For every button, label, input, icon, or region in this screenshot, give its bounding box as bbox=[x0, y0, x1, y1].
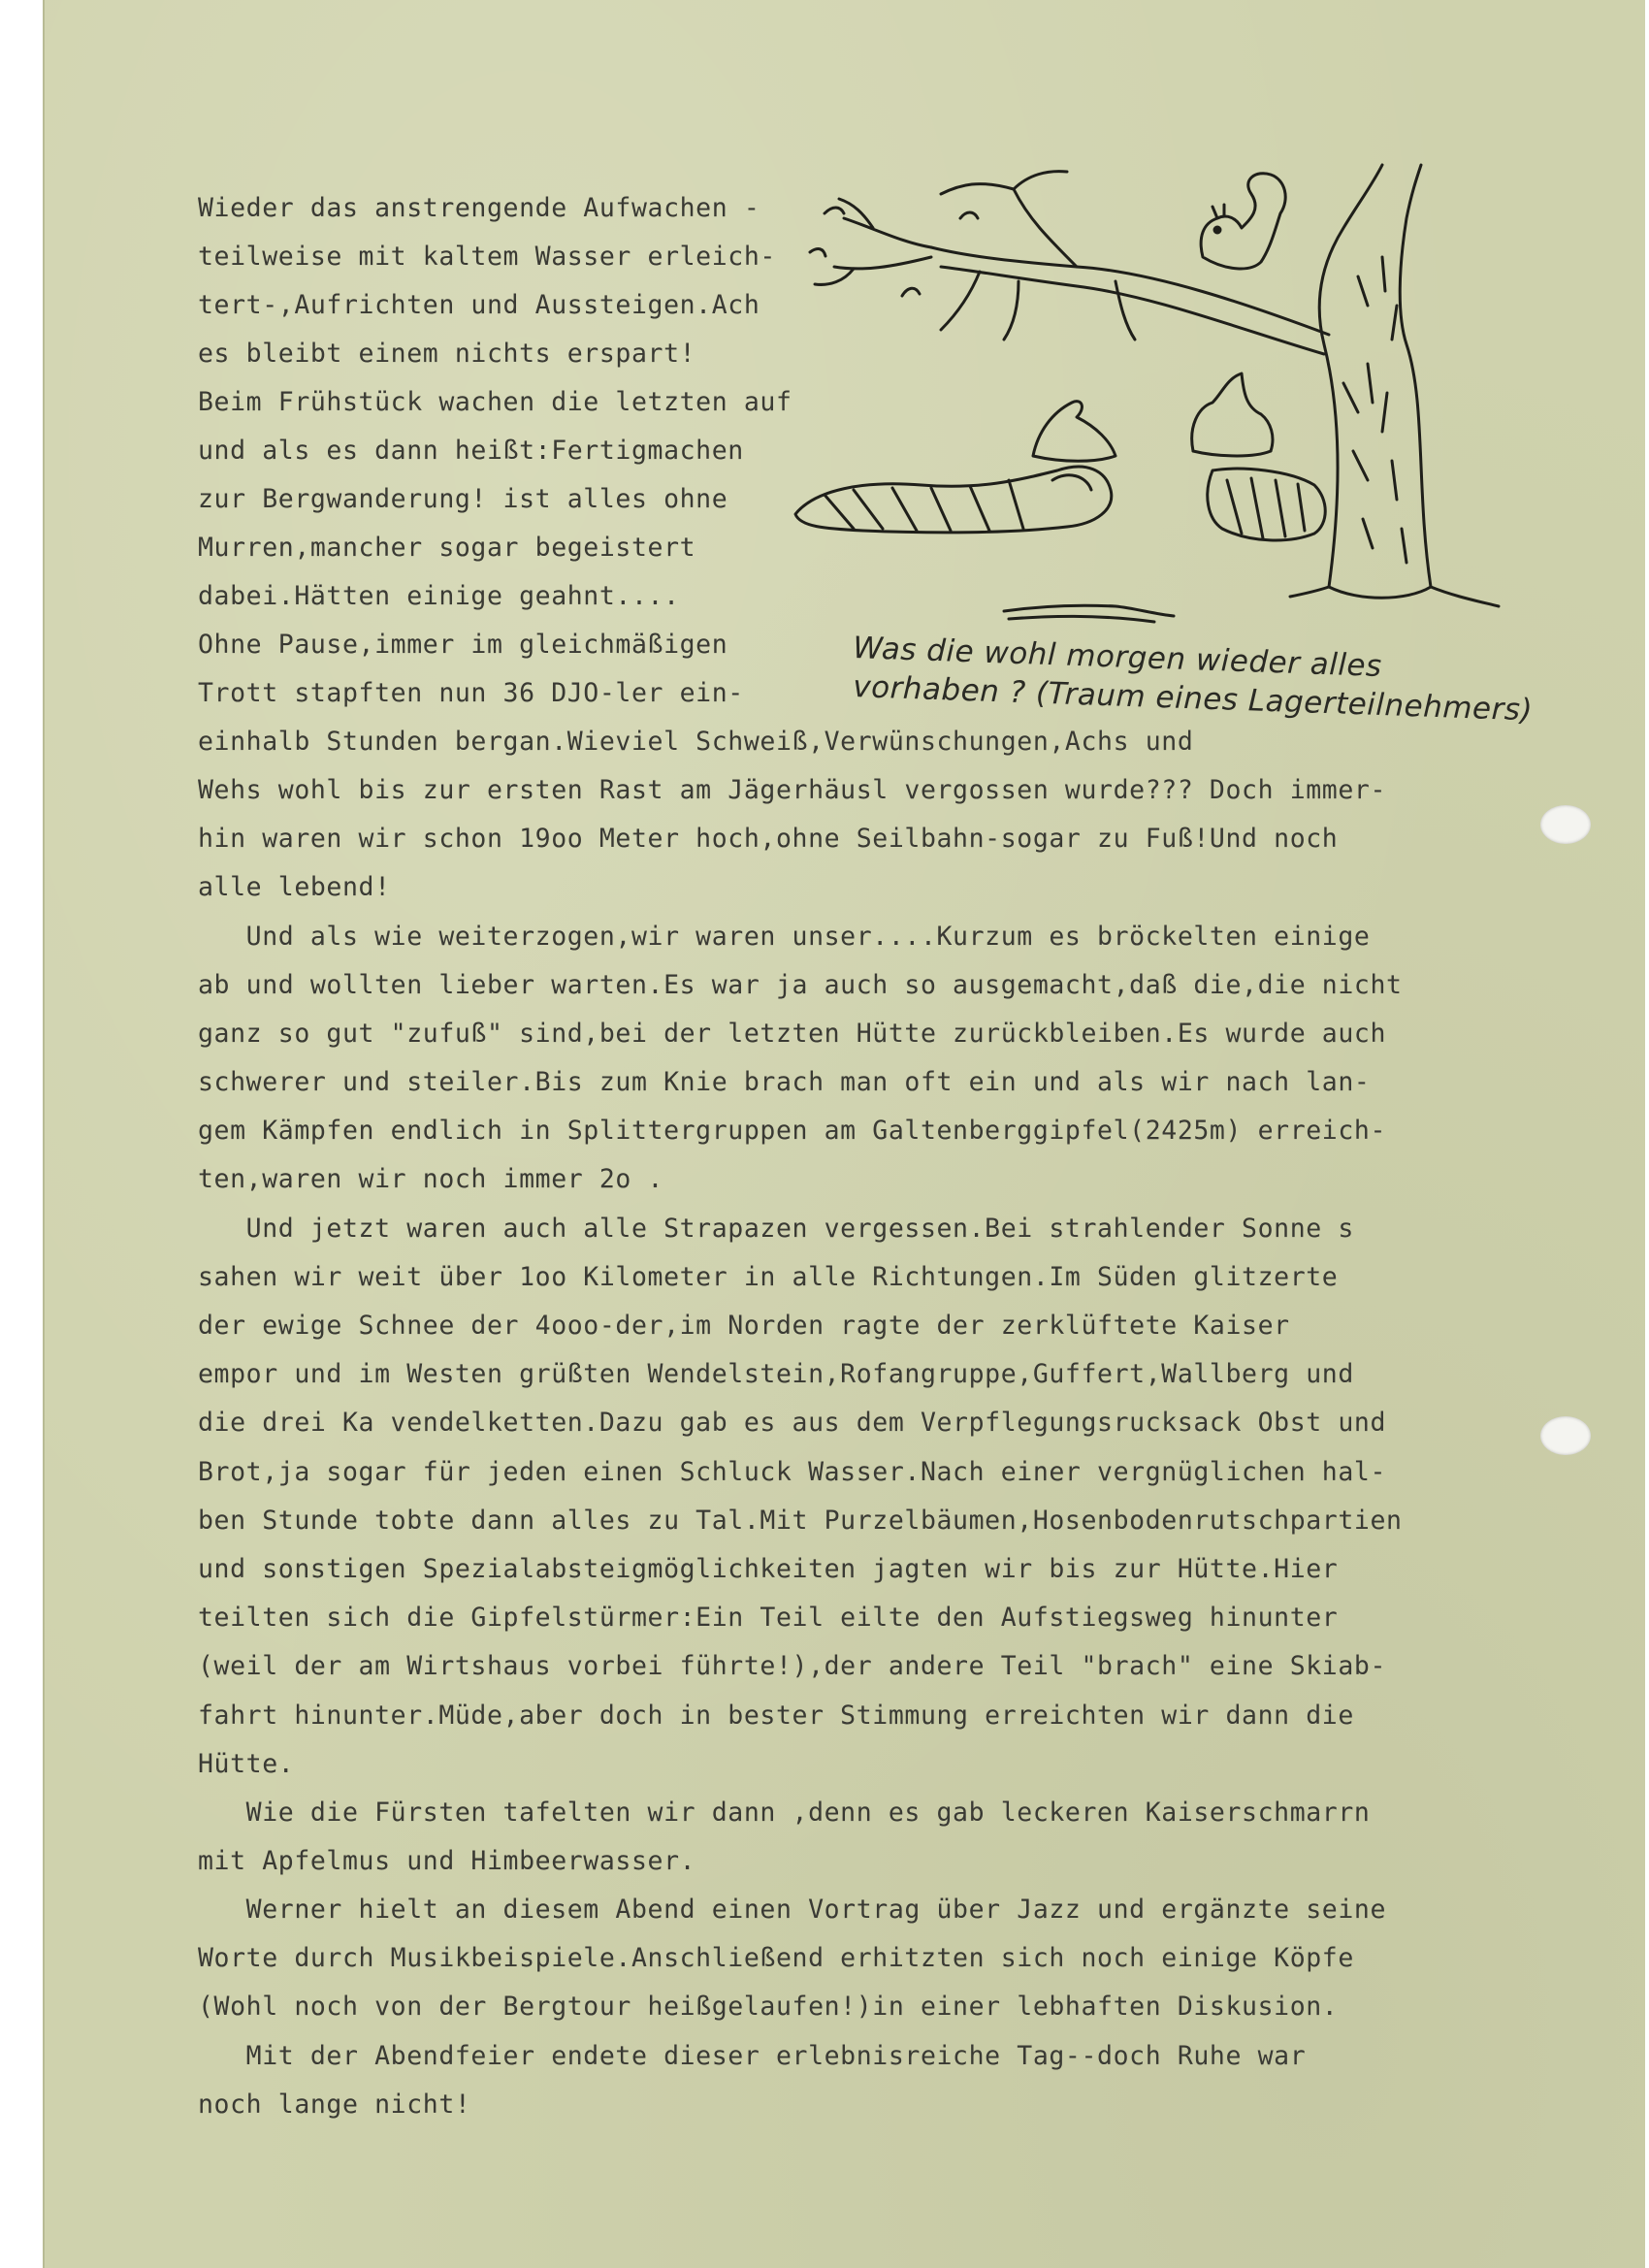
text-line: Mit der Abendfeier endete dieser erlebnisreiche Tag--doch Ruhe war bbox=[198, 2041, 1307, 2071]
text-line: und als es dann heißt:Fertigmachen bbox=[198, 436, 744, 466]
text-line: alle lebend! bbox=[198, 872, 391, 902]
text-line: ab und wollten lieber warten.Es war ja auch so ausgemacht,daß die,die nicht bbox=[198, 970, 1403, 1000]
text-line: Worte durch Musikbeispiele.Anschließend erhitzten sich noch einige Köpfe bbox=[198, 1943, 1354, 1973]
text-line: teilweise mit kaltem Wasser erleich- bbox=[198, 242, 776, 272]
punch-hole-lower bbox=[1540, 1416, 1591, 1455]
text-line: Und jetzt waren auch alle Strapazen vergessen.Bei strahlender Sonne s bbox=[198, 1214, 1354, 1244]
illustration-caption-line-2: vorhaben ? (Traum eines Lagerteilnehmers) bbox=[852, 669, 1534, 729]
text-line: Hütte. bbox=[198, 1749, 295, 1779]
text-line: Und als wie weiterzogen,wir waren unser....Kurzum es bröckelten einige bbox=[198, 922, 1371, 952]
text-line: (weil der am Wirtshaus vorbei führte!),der andere Teil "brach" eine Skiab- bbox=[198, 1651, 1387, 1681]
dream-sketch-illustration bbox=[786, 160, 1504, 635]
text-line: fahrt hinunter.Müde,aber doch in bester Stimmung erreichten wir dann die bbox=[198, 1701, 1354, 1731]
text-line: der ewige Schnee der 4ooo-der,im Norden ragte der zerklüftete Kaiser bbox=[198, 1311, 1290, 1341]
text-line: Trott stapften nun 36 DJO-ler ein- bbox=[198, 678, 744, 708]
text-line: zur Bergwanderung! ist alles ohne bbox=[198, 484, 728, 514]
text-line: teilten sich die Gipfelstürmer:Ein Teil eilte den Aufstiegsweg hinunter bbox=[198, 1603, 1339, 1633]
text-line: tert-,Aufrichten und Aussteigen.Ach bbox=[198, 290, 760, 320]
text-line: empor und im Westen grüßten Wendelstein,Rofangruppe,Guffert,Wallberg und bbox=[198, 1359, 1354, 1389]
text-line: und sonstigen Spezialabsteigmöglichkeiten jagten wir bis zur Hütte.Hier bbox=[198, 1554, 1339, 1584]
punch-hole-upper bbox=[1540, 805, 1591, 844]
text-line: Wieder das anstrengende Aufwachen - bbox=[198, 193, 760, 223]
text-line: ganz so gut "zufuß" sind,bei der letzten Hütte zurückbleiben.Es wurde auch bbox=[198, 1019, 1387, 1049]
text-line: hin waren wir schon 19oo Meter hoch,ohne Seilbahn-sogar zu Fuß!Und noch bbox=[198, 824, 1339, 854]
text-line: Wehs wohl bis zur ersten Rast am Jägerhäusl vergossen wurde??? Doch immer- bbox=[198, 775, 1387, 805]
text-line: Beim Frühstück wachen die letzten auf bbox=[198, 387, 792, 417]
text-line: sahen wir weit über 1oo Kilometer in alle Richtungen.Im Süden glitzerte bbox=[198, 1262, 1339, 1292]
text-line: gem Kämpfen endlich in Splittergruppen am Galtenberggipfel(2425m) erreich- bbox=[198, 1116, 1387, 1146]
text-line: Werner hielt an diesem Abend einen Vortrag über Jazz und ergänzte seine bbox=[198, 1895, 1387, 1925]
text-line: einhalb Stunden bergan.Wieviel Schweiß,Verwünschungen,Achs und bbox=[198, 727, 1194, 757]
text-line: Wie die Fürsten tafelten wir dann ,denn es gab leckeren Kaiserschmarrn bbox=[198, 1798, 1371, 1828]
text-line: Murren,mancher sogar begeistert bbox=[198, 533, 696, 563]
text-line: es bleibt einem nichts erspart! bbox=[198, 339, 696, 369]
text-line: schwerer und steiler.Bis zum Knie brach man oft ein und als wir nach lan- bbox=[198, 1067, 1371, 1097]
text-line: ten,waren wir noch immer 2o . bbox=[198, 1164, 664, 1194]
text-line: die drei Ka vendelketten.Dazu gab es aus dem Verpflegungsrucksack Obst und bbox=[198, 1408, 1387, 1438]
text-line: Brot,ja sogar für jeden einen Schluck Wasser.Nach einer vergnüglichen hal- bbox=[198, 1457, 1387, 1487]
text-line: mit Apfelmus und Himbeerwasser. bbox=[198, 1846, 696, 1876]
text-line: ben Stunde tobte dann alles zu Tal.Mit Purzelbäumen,Hosenbodenrutschpartien bbox=[198, 1506, 1403, 1536]
text-line: noch lange nicht! bbox=[198, 2090, 471, 2120]
illustration-caption-line-1: Was die wohl morgen wieder alles bbox=[852, 631, 1383, 685]
text-line: (Wohl noch von der Bergtour heißgelaufen!)in einer lebhaften Diskusion. bbox=[198, 1992, 1339, 2022]
text-line: Ohne Pause,immer im gleichmäßigen bbox=[198, 630, 728, 660]
text-line: dabei.Hätten einige geahnt.... bbox=[198, 581, 680, 611]
